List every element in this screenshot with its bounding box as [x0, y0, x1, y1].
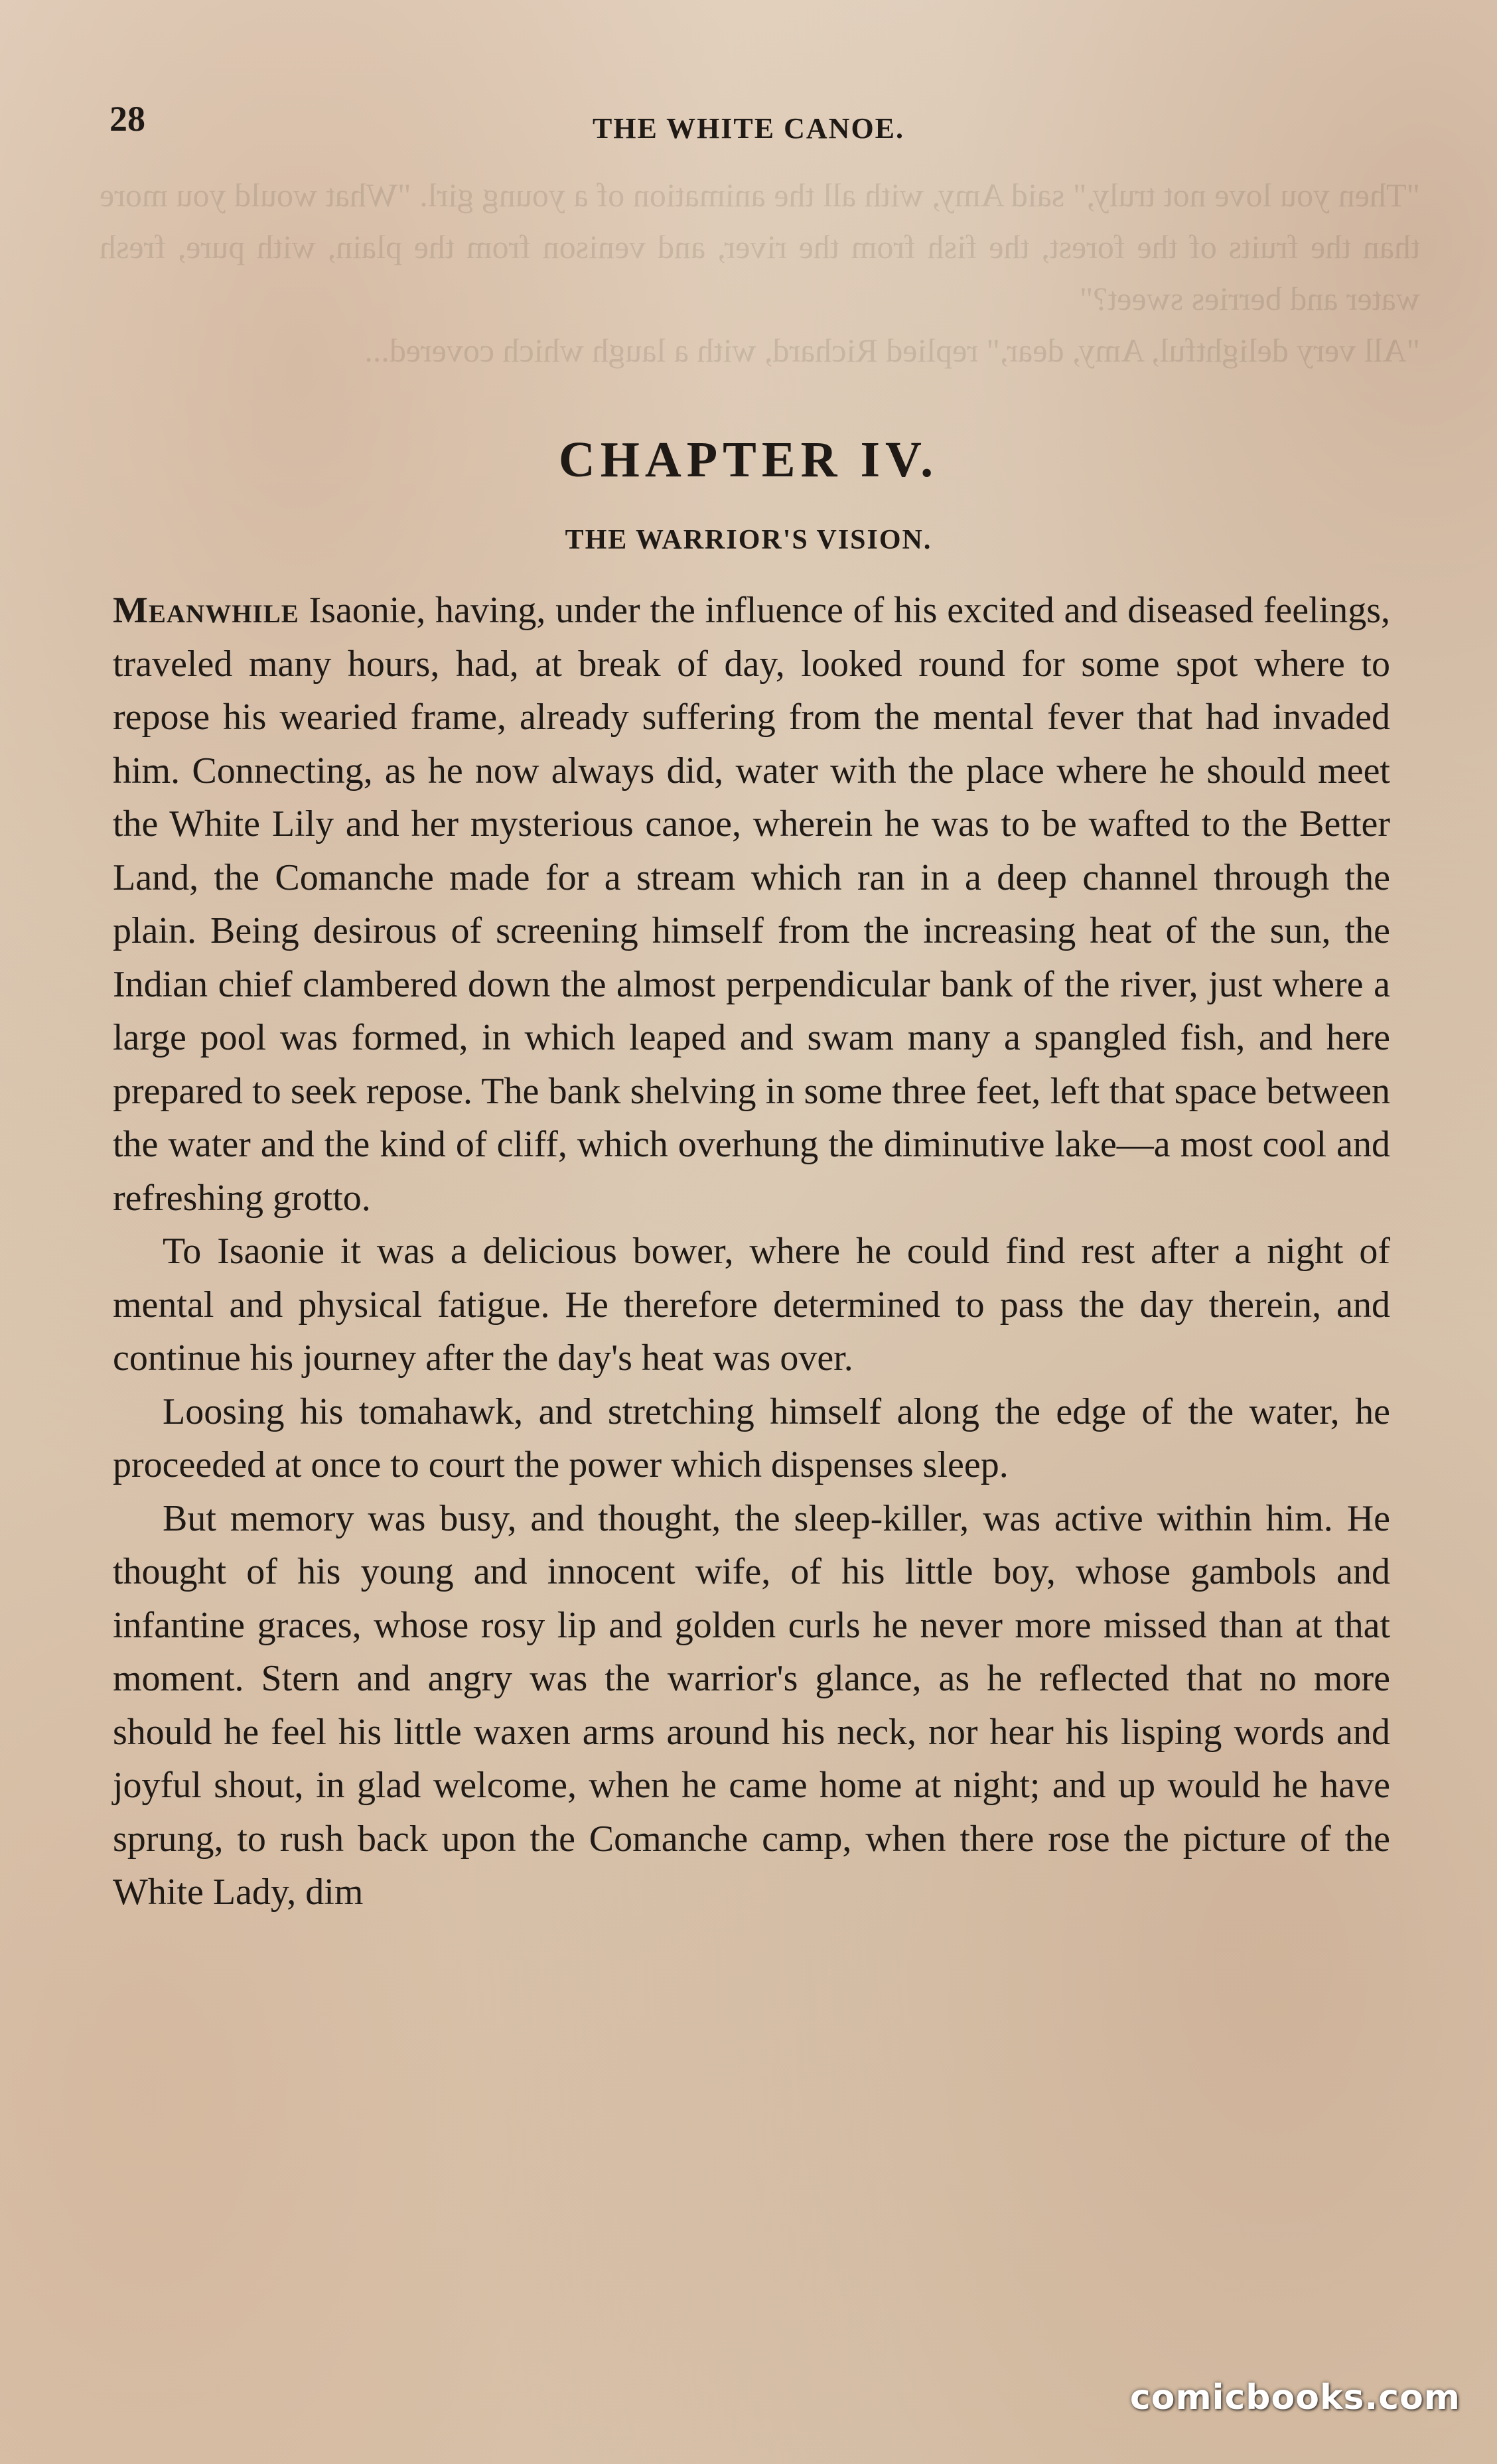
body-text — [113, 584, 1390, 1919]
chapter-title: CHAPTER IV. — [558, 432, 939, 488]
paragraph-lead-word: Meanwhile — [113, 590, 299, 631]
paragraph-text: But memory was busy, and thought, the sleep-killer, was active within him. He thought of his young and innocent wife, of his little boy, whose gambols and infantine graces, whose rosy lip and golden curls he never more missed than at that moment. Stern and angry was the warrior's glance, as he reflected that no more should he feel his little waxen arms around his neck, nor hear his lisping words and joyful shout, in glad welcome, when he came home at night; and up would he have sprung, to rush back upon the Comanche camp, when there rose the picture of the White Lady, dim — [113, 1497, 1390, 1913]
paragraph — [113, 584, 1390, 1225]
running-title: THE WHITE CANOE. — [592, 112, 905, 145]
paragraph-text: Loosing his tomahawk, and stretching himself along the edge of the water, he proceeded at once to court the power which dispenses sleep. — [113, 1391, 1390, 1485]
bleed-through-text: "Then you love not truly," said Amy, with all the animation of a young girl. "What would you more than the fruits of the forest, the fish from the river, and venison from the plain, with pure, fresh water and berries sweet?" "All very delightful, Amy, dear," replied Richard, with a laugh which covered... — [100, 176, 1420, 369]
paragraph-text: Isaonie, having, under the influence of his excited and diseased feelings, traveled many hours, had, at break of day, looked round for some spot where to repose his wearied frame, already suffering from the mental fever that had invaded him. Connecting, as he now always did, water with the place where he should meet the White Lily and her mysterious canoe, wherein he was to be wafted to the Better Land, the Comanche made for a stream which ran in a deep channel through the plain. Being desirous of screening himself from the increasing heat of the sun, the Indian chief clambered down the almost perpendicular bank of the river, just where a large pool was formed, in which leaped and swam many a spangled fish, and here prepared to seek repose. The bank shelving in some three feet, left that space between the water and the kind of cliff, which overhung the diminutive lake—a most cool and refreshing grotto. — [113, 590, 1390, 1219]
chapter-subtitle: THE WARRIOR'S VISION. — [565, 525, 932, 555]
paragraph — [113, 1225, 1390, 1385]
paragraph — [113, 1492, 1390, 1919]
paragraph-text: To Isaonie it was a delicious bower, where he could find rest after a night of mental and physical fatigue. He therefore determined to pass the day therein, and continue his journey after the day's heat was over. — [113, 1231, 1390, 1379]
watermark: comicbooks.com — [1129, 2378, 1461, 2418]
page-number: 28 — [109, 99, 145, 139]
paragraph — [113, 1385, 1390, 1492]
